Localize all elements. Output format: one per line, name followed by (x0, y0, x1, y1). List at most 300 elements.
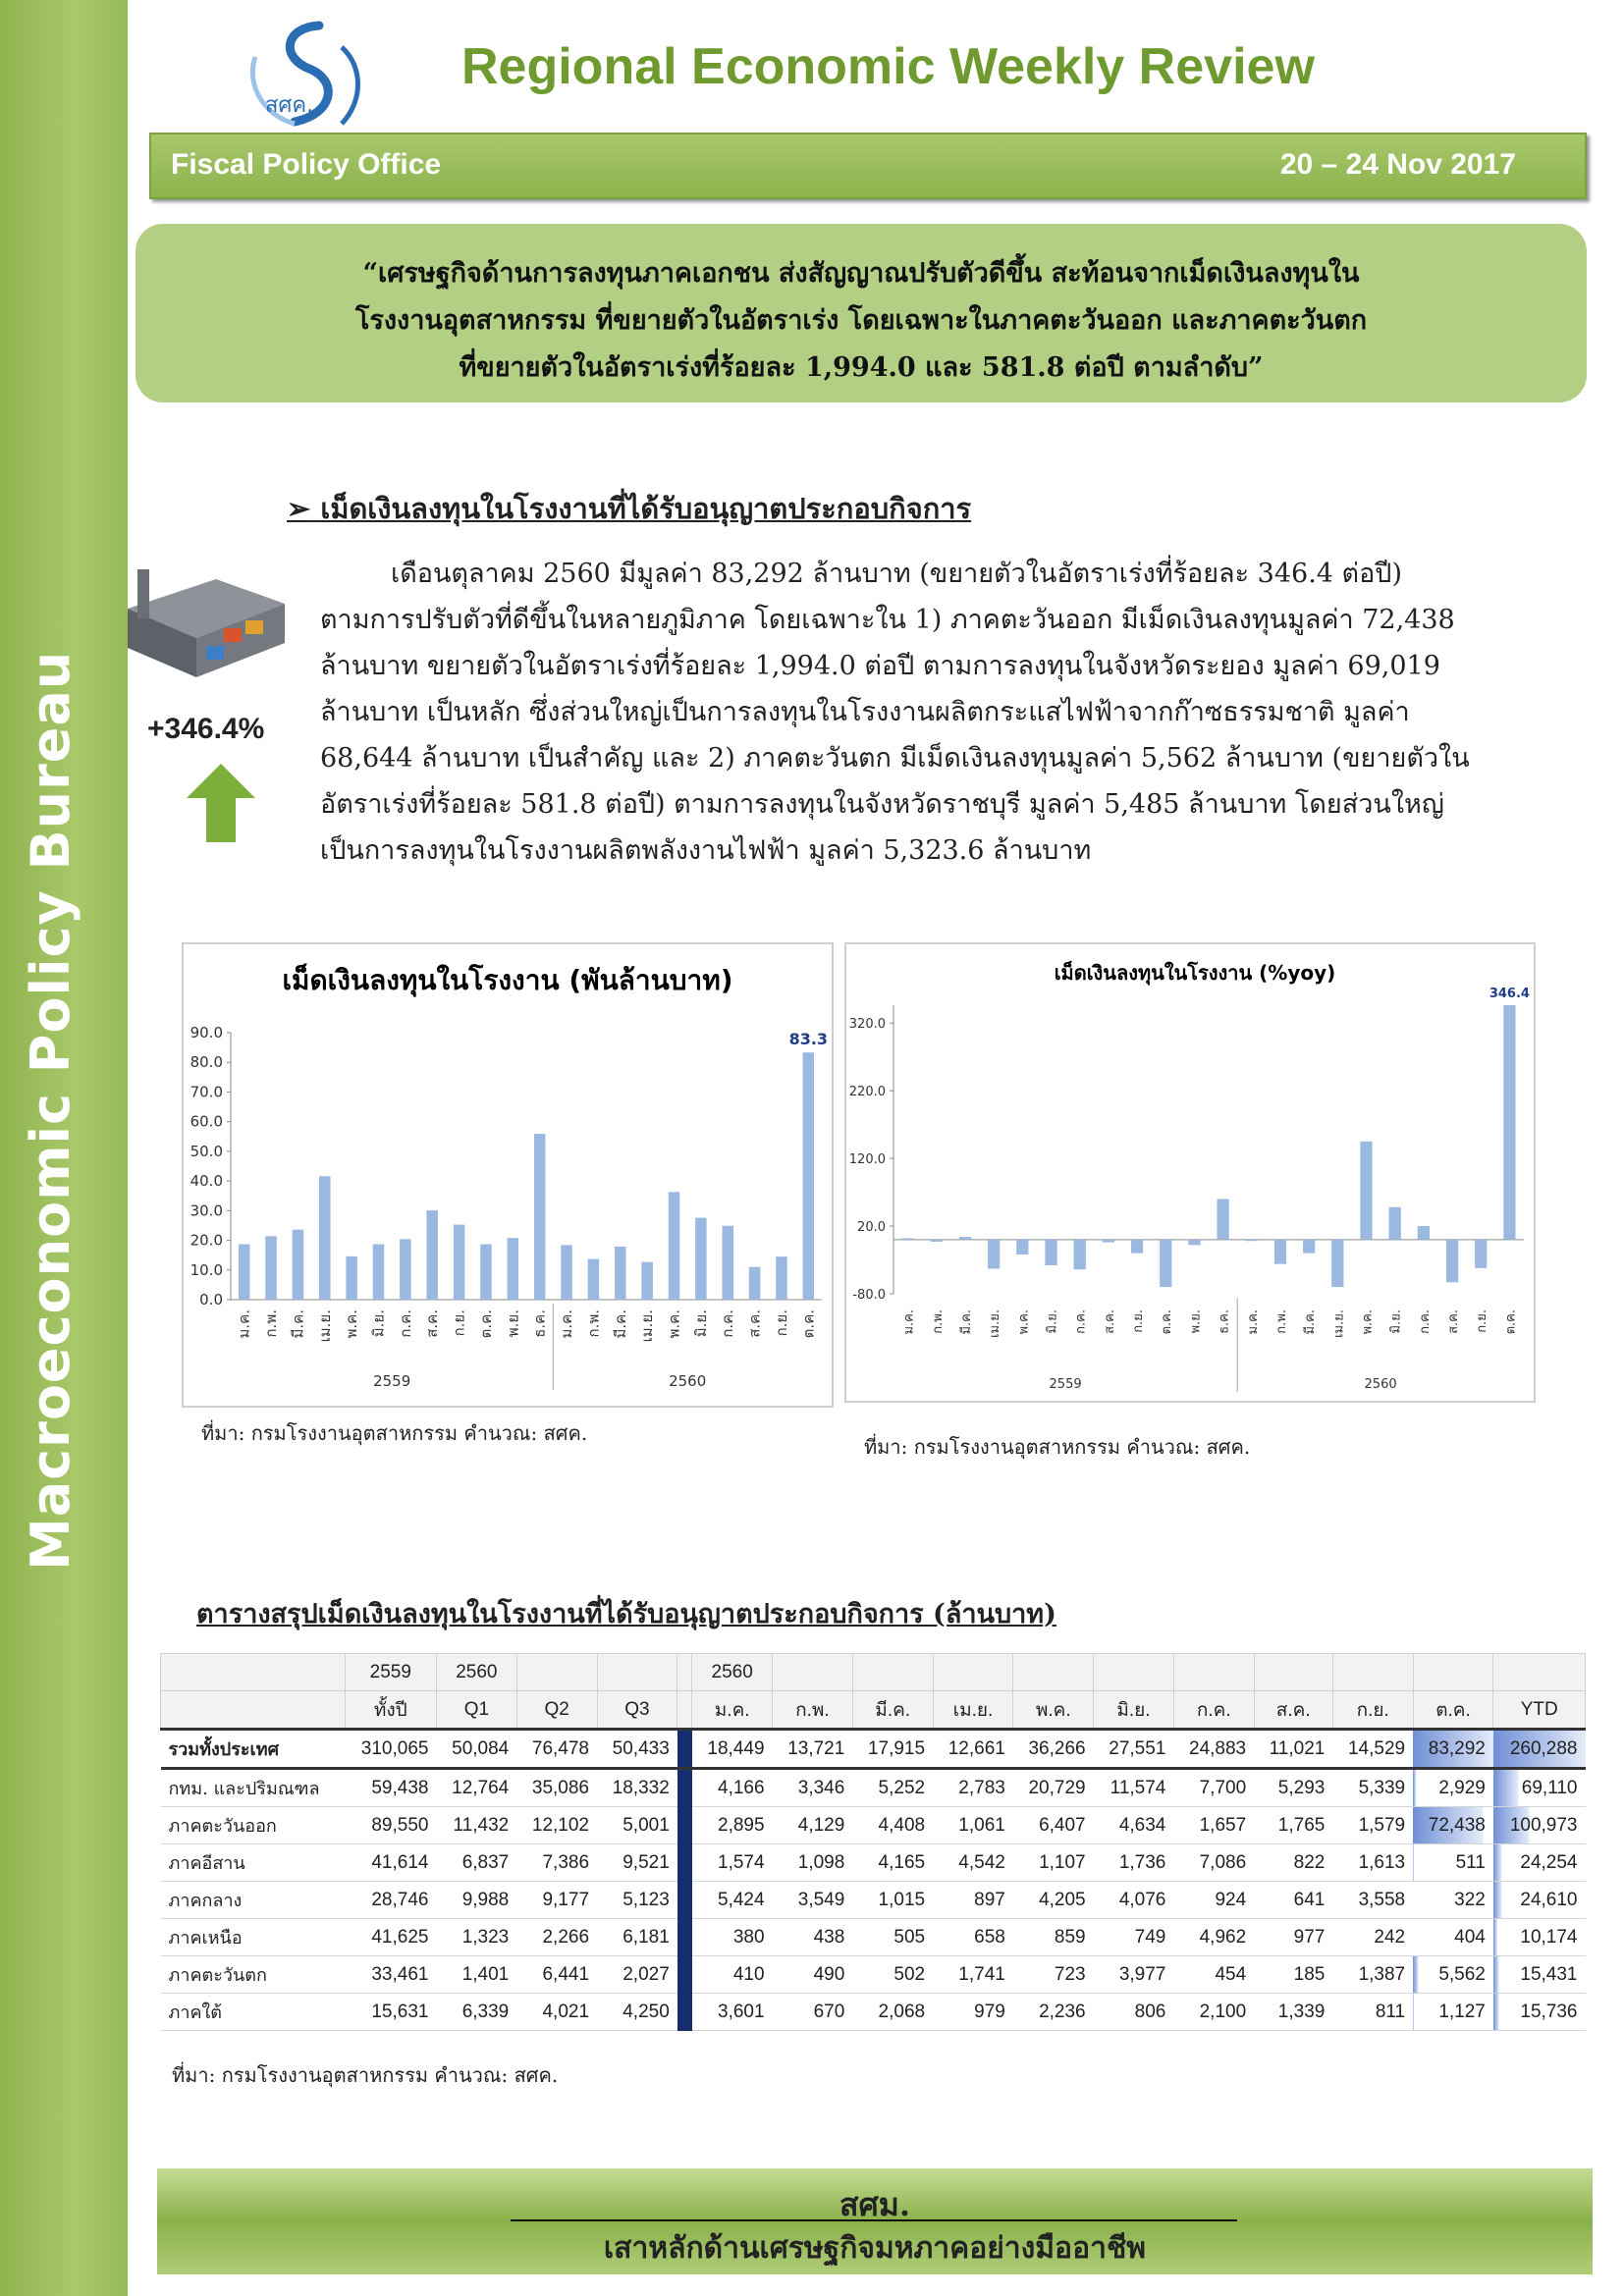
chart-bar (1217, 1199, 1228, 1239)
x-tick-label: ก.ย. (1475, 1309, 1490, 1333)
year-label: 2560 (669, 1372, 707, 1390)
table-cell (1254, 1654, 1332, 1691)
table-cell: 6,837 (436, 1844, 516, 1882)
table-cell: 9,177 (516, 1882, 597, 1919)
table-cell: 977 (1254, 1919, 1332, 1956)
x-tick-label: มี.ค. (958, 1309, 974, 1335)
summary-table (160, 1653, 1586, 2031)
chart-bar (426, 1210, 437, 1300)
chart-bar (534, 1134, 545, 1300)
chart-bar (400, 1239, 410, 1300)
table-cell: 1,657 (1173, 1807, 1254, 1844)
y-tick-label: 80.0 (189, 1053, 223, 1072)
quote-line: โรงงานอุตสาหกรรม ที่ขยายตัวในอัตราเร่ง โดยเฉพาะในภาคตะวันออก และภาคตะวันตก (354, 305, 1368, 336)
x-tick-label: ก.พ. (1273, 1309, 1289, 1334)
factory-icon (108, 550, 295, 687)
chart-bar (265, 1236, 276, 1300)
table-cell: 76,478 (516, 1730, 597, 1769)
table-cell: 4,021 (516, 1994, 597, 2031)
chart-bar (1160, 1240, 1171, 1287)
footer-slogan: เสาหลักด้านเศรษฐกิจมหภาคอย่างมืออาชีพ (603, 2231, 1147, 2266)
table-cell: 454 (1173, 1956, 1254, 1994)
x-tick-label: มิ.ย. (1045, 1309, 1060, 1334)
table-cell: 9,521 (597, 1844, 677, 1882)
y-tick-label: -80.0 (852, 1288, 886, 1303)
table-cell: 41,625 (345, 1919, 436, 1956)
x-tick-label: ก.ค. (1073, 1309, 1089, 1334)
x-tick-label: ต.ค. (476, 1309, 495, 1339)
table-cell: 5,252 (852, 1769, 933, 1807)
y-tick-label: 320.0 (848, 1017, 886, 1033)
table-cell: 749 (1094, 1919, 1174, 1956)
chart-title: เม็ดเงินลงทุนในโรงงาน (%yoy) (1054, 961, 1336, 985)
chart-bar (1131, 1240, 1143, 1254)
table-cell: 1,574 (692, 1844, 773, 1882)
table-cell: 17,915 (852, 1730, 933, 1769)
table-cell: 310,065 (345, 1730, 436, 1769)
chart-bar (1103, 1240, 1114, 1243)
quote-line: “เศรษฐกิจด้านการลงทุนภาคเอกชน ส่งสัญญาณปรับตัวดีขึ้น สะท้อนจากเม็ดเงินลงทุนใน (362, 258, 1360, 289)
x-tick-label: ต.ค. (1160, 1309, 1175, 1335)
table-cell: 2,068 (852, 1994, 933, 2031)
footer-band (157, 2168, 1593, 2274)
chart-bar (319, 1176, 330, 1300)
table-cell: 2559 (345, 1654, 436, 1691)
y-tick-label: 90.0 (189, 1024, 223, 1041)
table-cell: 4,205 (1013, 1882, 1094, 1919)
up-arrow-icon (187, 764, 255, 842)
chart-bar (901, 1238, 913, 1239)
table-cell: 1,061 (933, 1807, 1013, 1844)
footer-divider (511, 2219, 1237, 2221)
table-cell: 322 (1413, 1882, 1493, 1919)
table-cell (773, 1654, 853, 1691)
table-cell: 2,266 (516, 1919, 597, 1956)
table-cell: มิ.ย. (1094, 1691, 1174, 1730)
table-cell (1332, 1654, 1413, 1691)
table-cell: 670 (773, 1994, 853, 2031)
x-tick-label: ม.ค. (1245, 1309, 1261, 1335)
x-tick-label: ก.ย. (450, 1309, 468, 1337)
y-tick-label: 40.0 (189, 1172, 223, 1191)
table-cell: 3,549 (773, 1882, 853, 1919)
table-cell: 6,339 (436, 1994, 516, 2031)
table-cell: พ.ค. (1013, 1691, 1094, 1730)
table-cell: Q3 (597, 1691, 677, 1730)
table-cell: 410 (692, 1956, 773, 1994)
row-label: กทม. และปริมณฑล (161, 1769, 346, 1807)
x-tick-label: เม.ย. (315, 1309, 334, 1343)
table-separator (677, 1654, 692, 1691)
table-separator (677, 1730, 692, 1769)
table-cell: 1,339 (1254, 1994, 1332, 2031)
chart-bar (959, 1237, 971, 1240)
x-tick-label: พ.ค. (1360, 1309, 1376, 1335)
table-cell: 3,601 (692, 1994, 773, 2031)
table-cell: 7,700 (1173, 1769, 1254, 1807)
table-row (161, 1956, 1586, 1994)
table-cell: 723 (1013, 1956, 1094, 1994)
row-label: ภาคตะวันตก (161, 1956, 346, 1994)
table-cell: 1,579 (1332, 1807, 1413, 1844)
table-cell: 24,610 (1493, 1882, 1586, 1919)
y-tick-label: 20.0 (189, 1231, 223, 1250)
x-tick-label: ก.ย. (1131, 1309, 1147, 1333)
x-tick-label: ธ.ค. (530, 1309, 549, 1338)
table-separator (677, 1691, 692, 1730)
table-cell: 505 (852, 1919, 933, 1956)
body-line: ตามการปรับตัวที่ดีขึ้นในหลายภูมิภาค โดยเฉพาะใน 1) ภาคตะวันออก มีเม็ดเงินลงทุนมูลค่า 72,438 (320, 605, 1455, 635)
table-cell: 27,551 (1094, 1730, 1174, 1769)
table-cell: 83,292 (1413, 1730, 1493, 1769)
table-header-row (161, 1654, 1586, 1691)
table-cell (1413, 1654, 1493, 1691)
table-cell: 3,977 (1094, 1956, 1174, 1994)
table-cell: 5,001 (597, 1807, 677, 1844)
chart-investment-value-svg (184, 944, 832, 1406)
chart-bar (749, 1267, 760, 1300)
chart-bar (293, 1230, 303, 1300)
table-cell: 185 (1254, 1956, 1332, 1994)
y-tick-label: 20.0 (857, 1220, 886, 1236)
table-cell: 15,631 (345, 1994, 436, 2031)
table-cell: 7,086 (1173, 1844, 1254, 1882)
x-tick-label: ก.ค. (719, 1309, 737, 1338)
table-cell: 1,401 (436, 1956, 516, 1994)
table-cell: 490 (773, 1956, 853, 1994)
x-tick-label: เม.ย. (988, 1309, 1003, 1338)
data-label: 346.4 (1489, 987, 1530, 1001)
table-cell (1173, 1654, 1254, 1691)
chart2-source: ที่มา: กรมโรงงานอุตสาหกรรม คำนวณ: สศค. (864, 1435, 1251, 1459)
x-tick-label: ส.ค. (423, 1309, 442, 1338)
table-cell: มี.ค. (852, 1691, 933, 1730)
table-cell: ก.ย. (1332, 1691, 1413, 1730)
table-cell: 4,250 (597, 1994, 677, 2031)
chart-bar (1475, 1240, 1487, 1268)
table-cell: 12,102 (516, 1807, 597, 1844)
table-cell: 3,558 (1332, 1882, 1413, 1919)
table-cell: 41,614 (345, 1844, 436, 1882)
table-cell: 260,288 (1493, 1730, 1586, 1769)
table-cell: 6,181 (597, 1919, 677, 1956)
table-cell: 33,461 (345, 1956, 436, 1994)
chart-bar (1246, 1240, 1258, 1241)
table-cell: 89,550 (345, 1807, 436, 1844)
table-cell: Q2 (516, 1691, 597, 1730)
table-cell: 4,962 (1173, 1919, 1254, 1956)
x-tick-label: มี.ค. (611, 1309, 629, 1339)
table-cell: 11,432 (436, 1807, 516, 1844)
table-row (161, 1769, 1586, 1807)
page-title: Regional Economic Weekly Review (461, 38, 1315, 95)
y-tick-label: 0.0 (199, 1291, 223, 1308)
chart-bar (1331, 1240, 1343, 1287)
table-separator (677, 1956, 692, 1994)
table-cell (1013, 1654, 1094, 1691)
table-cell: 1,127 (1413, 1994, 1493, 2031)
table-cell: 438 (773, 1919, 853, 1956)
x-tick-label: ม.ค. (235, 1309, 253, 1339)
x-tick-label: ส.ค. (1446, 1309, 1462, 1334)
chart-bar (1389, 1207, 1401, 1240)
chart-bar (561, 1245, 571, 1300)
chart-investment-yoy-svg (846, 944, 1534, 1401)
table-cell: ทั้งปี (345, 1691, 436, 1730)
chart-bar (454, 1225, 464, 1300)
x-tick-label: ก.พ. (584, 1309, 603, 1338)
table-cell (1493, 1654, 1586, 1691)
chart1-source: ที่มา: กรมโรงงานอุตสาหกรรม คำนวณ: สศค. (201, 1421, 588, 1445)
office-name: Fiscal Policy Office (171, 148, 442, 181)
x-tick-label: พ.ย. (1188, 1309, 1204, 1334)
growth-badge: +346.4% (147, 713, 265, 745)
table-separator (677, 1844, 692, 1882)
table-cell: 1,323 (436, 1919, 516, 1956)
sidebar-title: Macroeconomic Policy Bureau (20, 650, 81, 1571)
table-cell (933, 1654, 1013, 1691)
x-tick-label: เม.ย. (1331, 1309, 1347, 1338)
table-cell: 5,293 (1254, 1769, 1332, 1807)
y-tick-label: 120.0 (848, 1152, 886, 1168)
body-line: 68,644 ล้านบาท เป็นสำคัญ และ 2) ภาคตะวันตก มีเม็ดเงินลงทุนมูลค่า 5,562 ล้านบาท (ขยายตัวใน (320, 743, 1470, 774)
footer-org: สศม. (839, 2186, 911, 2223)
table-row (161, 1807, 1586, 1844)
table-cell: 14,529 (1332, 1730, 1413, 1769)
table-cell: 811 (1332, 1994, 1413, 2031)
table-cell: 18,449 (692, 1730, 773, 1769)
chart-bar (480, 1244, 491, 1300)
y-tick-label: 50.0 (189, 1142, 223, 1160)
y-tick-label: 220.0 (848, 1085, 886, 1100)
row-label: ภาคกลาง (161, 1882, 346, 1919)
table-cell: 12,764 (436, 1769, 516, 1807)
table-cell: Q1 (436, 1691, 516, 1730)
header-band (149, 133, 1587, 199)
table-cell: 4,634 (1094, 1807, 1174, 1844)
table-cell: 859 (1013, 1919, 1094, 1956)
row-label: ภาคใต้ (161, 1994, 346, 2031)
x-tick-label: ม.ค. (901, 1309, 917, 1335)
x-tick-label: มิ.ย. (369, 1309, 388, 1338)
chart-investment-value (182, 942, 834, 1408)
y-tick-label: 70.0 (189, 1083, 223, 1101)
year-label: 2560 (1364, 1377, 1397, 1392)
table-row (161, 1994, 1586, 2031)
chart-bar (776, 1256, 786, 1300)
table-cell: 4,166 (692, 1769, 773, 1807)
chart-bar (1418, 1226, 1430, 1240)
chart-bar (1016, 1240, 1028, 1255)
table-title: ตารางสรุปเม็ดเงินลงทุนในโรงงานที่ได้รับอนุญาตประกอบกิจการ (ล้านบาท) (196, 1599, 1056, 1629)
chart-title: เม็ดเงินลงทุนในโรงงาน (พันล้านบาท) (282, 964, 733, 996)
table-cell: 20,729 (1013, 1769, 1094, 1807)
table-cell: 5,339 (1332, 1769, 1413, 1807)
table-cell: ส.ค. (1254, 1691, 1332, 1730)
chart-bar (346, 1256, 356, 1300)
row-label: ภาคตะวันออก (161, 1807, 346, 1844)
highlight-quote (135, 224, 1587, 402)
x-tick-label: ม.ค. (558, 1309, 576, 1339)
table-cell: 2,100 (1173, 1994, 1254, 2031)
chart-bar (239, 1244, 249, 1300)
table-cell: 10,174 (1493, 1919, 1586, 1956)
x-tick-label: ส.ค. (1102, 1309, 1117, 1334)
chart-bar (588, 1259, 599, 1300)
table-cell: 36,266 (1013, 1730, 1094, 1769)
table-cell: 69,110 (1493, 1769, 1586, 1807)
sidebar-band (0, 0, 128, 2296)
chart-bar (695, 1218, 706, 1300)
table-cell: 404 (1413, 1919, 1493, 1956)
logo-text: สศค. (265, 93, 314, 118)
table-cell: ต.ค. (1413, 1691, 1493, 1730)
table-cell: เม.ย. (933, 1691, 1013, 1730)
bullet-arrow-icon: ➢ (287, 492, 311, 525)
table-cell: 6,407 (1013, 1807, 1094, 1844)
table-cell: 4,408 (852, 1807, 933, 1844)
table-cell: 2,929 (1413, 1769, 1493, 1807)
chart-bar (373, 1244, 384, 1300)
chart-bar (641, 1262, 652, 1300)
x-tick-label: ก.พ. (930, 1309, 946, 1334)
table-cell: 4,076 (1094, 1882, 1174, 1919)
table-cell: 2,783 (933, 1769, 1013, 1807)
y-tick-label: 60.0 (189, 1112, 223, 1131)
table-cell: 11,574 (1094, 1769, 1174, 1807)
chart-bar (722, 1226, 732, 1300)
fpo-logo (226, 18, 393, 135)
section-heading-text: เม็ดเงินลงทุนในโรงงานที่ได้รับอนุญาตประกอบกิจการ (320, 492, 972, 525)
row-label (161, 1691, 346, 1730)
chart-bar (669, 1192, 679, 1300)
table-cell: YTD (1493, 1691, 1586, 1730)
body-line: ล้านบาท เป็นหลัก ซึ่งส่วนใหญ่เป็นการลงทุนในโรงงานผลิตกระแสไฟฟ้าจากก๊าซธรรมชาติ มูลค่า (320, 697, 1410, 727)
x-tick-label: ธ.ค. (1217, 1309, 1232, 1334)
chart-bar (508, 1238, 518, 1300)
table-cell: 12,661 (933, 1730, 1013, 1769)
table-cell: 2560 (692, 1654, 773, 1691)
table-cell: 3,346 (773, 1769, 853, 1807)
y-tick-label: 10.0 (189, 1260, 223, 1279)
table-cell (597, 1654, 677, 1691)
x-tick-label: เม.ย. (638, 1309, 657, 1343)
table-cell: 511 (1413, 1844, 1493, 1882)
chart-bar (803, 1052, 814, 1300)
table-cell: 2,027 (597, 1956, 677, 1994)
table-cell: 5,562 (1413, 1956, 1493, 1994)
chart-investment-yoy (844, 942, 1536, 1403)
data-label: 83.3 (788, 1030, 829, 1049)
table-separator (677, 1769, 692, 1807)
x-tick-label: ต.ค. (1503, 1309, 1519, 1335)
chart-bar (1303, 1240, 1315, 1254)
chart-bar (615, 1247, 625, 1300)
table-cell: 50,433 (597, 1730, 677, 1769)
x-tick-label: พ.ย. (504, 1309, 522, 1338)
table-cell: 72,438 (1413, 1807, 1493, 1844)
table-cell: 7,386 (516, 1844, 597, 1882)
table-cell: ก.พ. (773, 1691, 853, 1730)
body-line: เป็นการลงทุนในโรงงานผลิตพลังงานไฟฟ้า มูลค่า 5,323.6 ล้านบาท (320, 835, 1092, 866)
table-cell: 4,165 (852, 1844, 933, 1882)
table-cell: 24,254 (1493, 1844, 1586, 1882)
table-cell: 1,098 (773, 1844, 853, 1882)
x-tick-label: มิ.ย. (691, 1309, 710, 1338)
table-separator (677, 1919, 692, 1956)
table-cell: ก.ค. (1173, 1691, 1254, 1730)
table-cell: 380 (692, 1919, 773, 1956)
x-tick-label: พ.ค. (343, 1309, 361, 1339)
table-cell: 1,736 (1094, 1844, 1174, 1882)
table-cell: 59,438 (345, 1769, 436, 1807)
table-cell: 1,015 (852, 1882, 933, 1919)
chart-bar (1074, 1240, 1086, 1269)
table-cell: 6,441 (516, 1956, 597, 1994)
body-line: อัตราเร่งที่ร้อยละ 581.8 ต่อปี) ตามการลงทุนในจังหวัดราชบุรี มูลค่า 5,485 ล้านบาท โดยส่วนใหญ่ (320, 789, 1444, 820)
table-cell: 979 (933, 1994, 1013, 2031)
table-cell: 658 (933, 1919, 1013, 1956)
table-row (161, 1730, 1586, 1769)
x-tick-label: พ.ค. (665, 1309, 683, 1339)
table-cell: 4,542 (933, 1844, 1013, 1882)
table-cell (516, 1654, 597, 1691)
table-cell: 2,236 (1013, 1994, 1094, 2031)
table-cell: 2,895 (692, 1807, 773, 1844)
table-cell: 502 (852, 1956, 933, 1994)
table-cell: 35,086 (516, 1769, 597, 1807)
x-tick-label: ก.ค. (1417, 1309, 1433, 1334)
table-row (161, 1919, 1586, 1956)
table-source: ที่มา: กรมโรงงานอุตสาหกรรม คำนวณ: สศค. (172, 2063, 559, 2087)
section-heading (287, 486, 971, 531)
table-cell: 28,746 (345, 1882, 436, 1919)
issue-date: 20 – 24 Nov 2017 (1279, 148, 1516, 181)
y-tick-label: 30.0 (189, 1201, 223, 1220)
x-tick-label: ก.พ. (262, 1309, 281, 1338)
chart-bar (1446, 1240, 1458, 1282)
x-tick-label: พ.ค. (1016, 1309, 1032, 1335)
table-cell: 2560 (436, 1654, 516, 1691)
row-label: รวมทั้งประเทศ (161, 1730, 346, 1769)
table-cell: 9,988 (436, 1882, 516, 1919)
table-cell: 11,021 (1254, 1730, 1332, 1769)
table-cell (1094, 1654, 1174, 1691)
table-cell: 15,431 (1493, 1956, 1586, 1994)
chart-bar (1503, 1005, 1515, 1240)
year-label: 2559 (373, 1372, 411, 1390)
table-cell: 1,107 (1013, 1844, 1094, 1882)
table-cell: 897 (933, 1882, 1013, 1919)
x-tick-label: มิ.ย. (1388, 1309, 1404, 1334)
chart-bar (1274, 1240, 1286, 1264)
table-cell: 50,084 (436, 1730, 516, 1769)
body-line: เดือนตุลาคม 2560 มีมูลค่า 83,292 ล้านบาท (ขยายตัวในอัตราเร่งที่ร้อยละ 346.4 ต่อปี) (391, 559, 1402, 589)
table-cell: 924 (1173, 1882, 1254, 1919)
table-cell: 1,765 (1254, 1807, 1332, 1844)
table-cell: 5,123 (597, 1882, 677, 1919)
row-label (161, 1654, 346, 1691)
chart-bar (988, 1240, 1000, 1269)
x-tick-label: ต.ค. (799, 1309, 818, 1339)
table-separator (677, 1807, 692, 1844)
table-cell: 641 (1254, 1882, 1332, 1919)
table-cell: 5,424 (692, 1882, 773, 1919)
table-cell: 1,741 (933, 1956, 1013, 1994)
row-label: ภาคเหนือ (161, 1919, 346, 1956)
chart-bar (1045, 1240, 1056, 1265)
x-tick-label: ก.ค. (396, 1309, 414, 1338)
